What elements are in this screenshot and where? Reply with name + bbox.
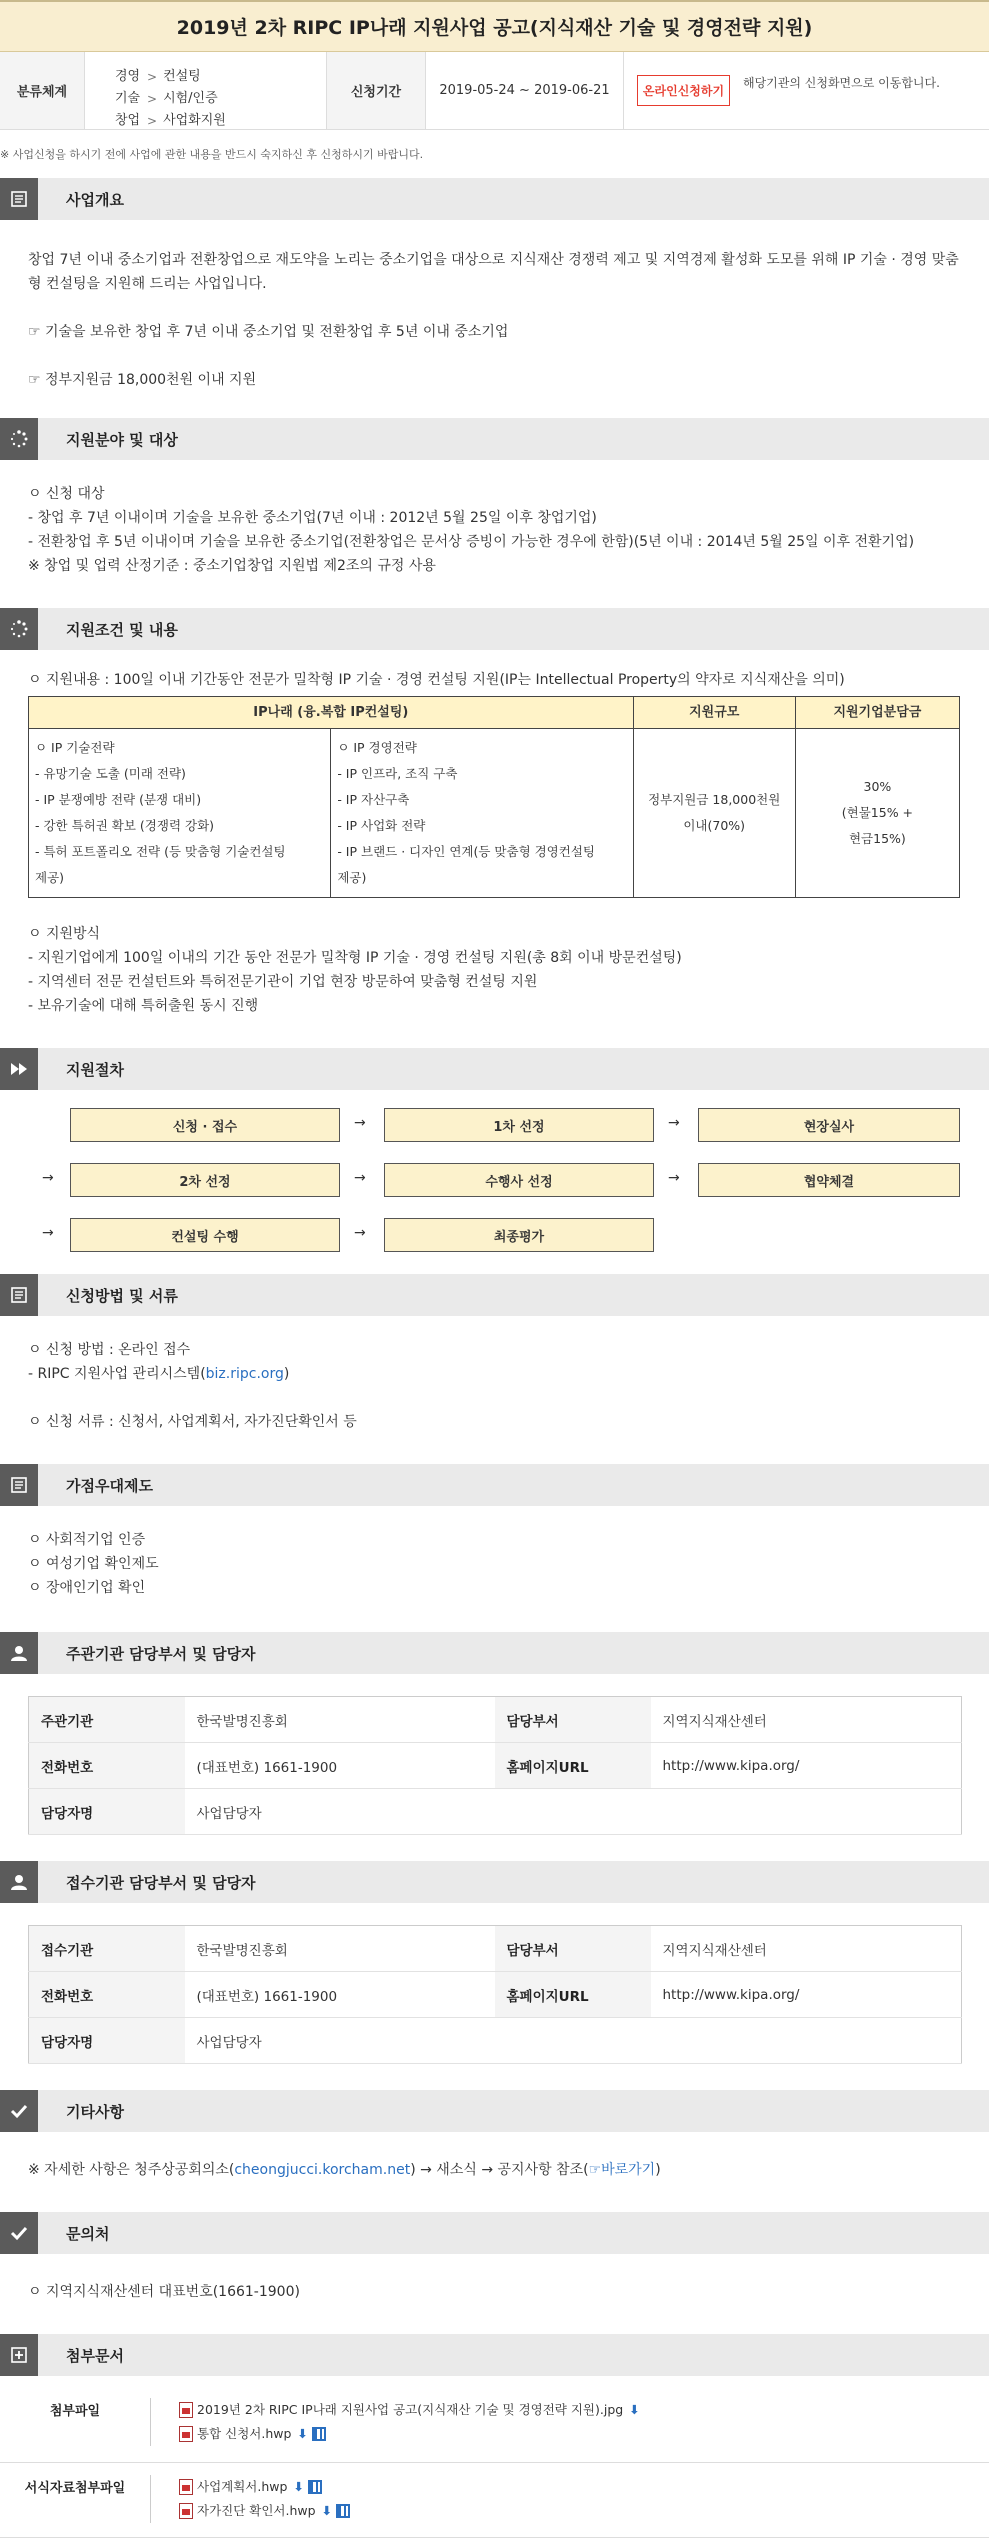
table-line: 30% xyxy=(863,779,892,794)
table-line: - IP 브랜드 · 디자인 연계(등 맞춤형 경영컨설팅 xyxy=(337,844,595,859)
shortcut-link[interactable]: ☞바로가기 xyxy=(588,2162,656,2178)
contact-label: 전화번호 xyxy=(29,1743,185,1789)
target-line: ※ 창업 및 업력 산정기준 : 중소기업창업 지원법 제2조의 규정 사용 xyxy=(28,558,436,574)
fast-forward-icon xyxy=(0,1048,38,1090)
section-title: 첨부문서 xyxy=(66,2346,124,2365)
target-line: - 전환창업 후 5년 이내이며 기술을 보유한 중소기업(전환창업은 문서상 증빙이 가능한 경우에 한함)(5년 이내 : 2014년 5월 25일 이후 전환기업) xyxy=(28,534,915,550)
contact-label: 담당부서 xyxy=(495,1926,651,1972)
attachment-link[interactable]: 2019년 2차 RIPC IP나래 지원사업 공고(지식재산 기술 및 경영전략 지원).jpg xyxy=(197,2402,624,2417)
section-header-conditions xyxy=(0,608,989,650)
attach-label: 서식자료첨부파일 xyxy=(24,2481,126,2496)
table-line: ㅇ IP 경영전략 xyxy=(337,740,417,755)
bonus-line: ㅇ 사회적기업 인증 xyxy=(28,1532,146,1548)
arrow-right-icon: → xyxy=(668,1170,680,1186)
download-icon[interactable]: ⬇ xyxy=(321,2503,333,2518)
preview-icon[interactable] xyxy=(308,2480,322,2494)
attachment-item xyxy=(179,2499,350,2523)
contact-value: (대표번호) 1661-1900 xyxy=(185,1972,495,2018)
conditions-intro: ㅇ 지원내용 : 100일 이내 기간동안 전문가 밀착형 IP 기술 · 경영 컨설팅 지원(IP는 Intellectual Property의 약자로 지식재산을 의미) xyxy=(28,672,845,688)
category-label: 분류체계 xyxy=(0,52,85,129)
document-icon xyxy=(0,1464,38,1506)
section-body-inquiry xyxy=(0,2254,989,2334)
ripc-system-link[interactable]: biz.ripc.org xyxy=(205,1366,284,1382)
receiver-contact xyxy=(0,1903,989,2090)
spinner-icon xyxy=(0,608,38,650)
section-header-etc xyxy=(0,2090,989,2132)
bonus-line: ㅇ 여성기업 확인제도 xyxy=(28,1556,159,1572)
preview-icon[interactable] xyxy=(312,2427,326,2441)
section-body-target xyxy=(0,460,989,608)
step-box: 1차 선정 xyxy=(384,1108,654,1142)
attachment-item xyxy=(179,2422,640,2446)
category-item xyxy=(115,66,326,88)
howto-text: ) xyxy=(283,1366,290,1382)
category-list xyxy=(85,52,326,129)
category-item xyxy=(115,110,326,132)
step-box: 2차 선정 xyxy=(70,1163,340,1197)
section-title: 지원절차 xyxy=(66,1060,124,1079)
document-icon xyxy=(0,1274,38,1316)
period-label: 신청기간 xyxy=(326,52,426,129)
howto-text: - RIPC 지원사업 관리시스템( xyxy=(28,1366,206,1382)
category-key: 창업 xyxy=(115,113,141,128)
overview-target: ☞ 기술을 보유한 창업 후 7년 이내 중소기업 및 전환창업 후 5년 이내 중소기업 xyxy=(28,324,509,340)
table-line: 현금15%) xyxy=(848,831,906,846)
section-header-howto xyxy=(0,1274,989,1316)
contact-label: 홈페이지URL xyxy=(495,1972,651,2018)
arrow-right-icon: → xyxy=(354,1170,366,1186)
application-period: 2019-05-24 ~ 2019-06-21 xyxy=(426,52,624,129)
contact-label: 담당자명 xyxy=(29,2018,185,2064)
tech-strategy-cell xyxy=(29,729,331,898)
notice-text: ※ 사업신청을 하시기 전에 사업에 관한 내용을 반드시 숙지하신 후 신청하시기 바랍니다. xyxy=(0,148,424,161)
attachment-item xyxy=(179,2398,640,2422)
step-box: 최종평가 xyxy=(384,1218,654,1252)
table-line: 이내(70%) xyxy=(683,818,746,833)
arrow-right-icon: → xyxy=(354,1225,366,1241)
table-line: (현물15% + xyxy=(841,805,914,820)
inquiry-line: ㅇ 지역지식재산센터 대표번호(1661-1900) xyxy=(28,2284,300,2300)
contact-value: 한국발명진흥회 xyxy=(185,1926,495,1972)
contact-value: 한국발명진흥회 xyxy=(185,1697,495,1743)
attachment-link[interactable]: 사업계획서.hwp xyxy=(197,2479,288,2494)
section-title: 주관기관 담당부서 및 담당자 xyxy=(66,1644,256,1663)
contact-label: 주관기관 xyxy=(29,1697,185,1743)
table-line: 제공) xyxy=(337,870,367,885)
contact-label: 전화번호 xyxy=(29,1972,185,2018)
section-header-host xyxy=(0,1632,989,1674)
section-body-bonus xyxy=(0,1506,989,1632)
etc-line xyxy=(28,2158,961,2182)
check-icon xyxy=(0,2090,38,2132)
chevron-right-icon: > xyxy=(147,92,158,106)
contact-label: 담당자명 xyxy=(29,1789,185,1835)
howto-line xyxy=(28,1362,961,1386)
person-icon xyxy=(0,1632,38,1674)
etc-text: ※ 자세한 사항은 청주상공회의소( xyxy=(28,2162,235,2178)
attach-label: 첨부파일 xyxy=(49,2404,101,2419)
hwp-file-icon xyxy=(179,2426,193,2442)
hwp-file-icon xyxy=(179,2479,193,2495)
table-line: 제공) xyxy=(35,870,65,885)
howto-line: ㅇ 신청 방법 : 온라인 접수 xyxy=(28,1342,191,1358)
table-header: 지원기업분담금 xyxy=(795,697,959,729)
info-row xyxy=(0,52,989,130)
step-box: 현장실사 xyxy=(698,1108,960,1142)
arrow-right-icon: → xyxy=(42,1225,54,1241)
page-title: 2019년 2차 RIPC IP나래 지원사업 공고(지식재산 기술 및 경영전략 지원) xyxy=(0,0,989,52)
method-line: ㅇ 지원방식 xyxy=(28,926,101,942)
table-line: ㅇ IP 기술전략 xyxy=(35,740,115,755)
attach-row xyxy=(0,2390,989,2454)
contact-label: 접수기관 xyxy=(29,1926,185,1972)
table-header: 지원규모 xyxy=(633,697,795,729)
apply-note: 해당기관의 신청화면으로 이동합니다. xyxy=(743,76,940,90)
homepage-url[interactable]: http://www.kipa.org/ xyxy=(651,1743,962,1789)
table-line: - 유망기술 도출 (미래 전략) xyxy=(35,766,186,781)
table-line: - 특허 포트폴리오 전략 (등 맞춤형 기술컨설팅 xyxy=(35,844,286,859)
section-title: 신청방법 및 서류 xyxy=(66,1286,178,1305)
table-line: 정부지원금 18,000천원 xyxy=(648,792,781,807)
section-title: 가점우대제도 xyxy=(66,1476,153,1495)
download-icon[interactable]: ⬇ xyxy=(297,2426,308,2441)
apply-cell xyxy=(624,52,743,129)
table-header: IP나래 (융.복합 IP컨설팅) xyxy=(29,697,634,729)
section-header-overview xyxy=(0,178,989,220)
section-title: 사업개요 xyxy=(66,190,124,209)
step-box: 협약체결 xyxy=(698,1163,960,1197)
person-icon xyxy=(0,1861,38,1903)
attachment-item xyxy=(179,2475,350,2499)
section-body-etc xyxy=(0,2132,989,2212)
method-line: - 지역센터 전문 컨설턴트와 특허전문기관이 기업 현장 방문하여 맞춤형 컨설팅 지원 xyxy=(28,974,538,990)
overview-funding: ☞ 정부지원금 18,000천원 이내 지원 xyxy=(28,372,257,388)
support-table xyxy=(28,696,960,898)
category-value: 시험/인증 xyxy=(163,91,218,106)
arrow-right-icon: → xyxy=(42,1170,54,1186)
section-body-howto xyxy=(0,1316,989,1464)
contact-label: 홈페이지URL xyxy=(495,1743,651,1789)
chevron-right-icon: > xyxy=(147,70,158,84)
section-header-target xyxy=(0,418,989,460)
download-icon[interactable]: ⬇ xyxy=(293,2479,304,2494)
host-contact xyxy=(0,1674,989,1861)
section-body-overview xyxy=(0,220,989,418)
etc-text: ) → 새소식 → 공지사항 참조( xyxy=(410,2162,589,2178)
attachment-link[interactable]: 통합 신청서.hwp xyxy=(197,2426,292,2441)
section-title: 지원조건 및 내용 xyxy=(66,620,178,639)
category-value: 사업화지원 xyxy=(163,113,226,128)
cheongju-chamber-link[interactable]: cheongjucci.korcham.net xyxy=(234,2162,411,2178)
step-box: 신청 · 접수 xyxy=(70,1108,340,1142)
mgmt-strategy-cell xyxy=(331,729,633,898)
receiver-contact-table xyxy=(28,1925,962,2064)
bonus-line: ㅇ 장애인기업 확인 xyxy=(28,1580,146,1596)
document-icon xyxy=(0,178,38,220)
method-line: - 보유기술에 대해 특허출원 동시 진행 xyxy=(28,998,259,1014)
section-title: 접수기관 담당부서 및 담당자 xyxy=(66,1873,256,1892)
online-apply-button[interactable]: 온라인신청하기 xyxy=(637,75,730,106)
howto-line: ㅇ 신청 서류 : 신청서, 사업계획서, 자가진단확인서 등 xyxy=(28,1414,357,1430)
attach-files xyxy=(150,2398,640,2446)
section-header-inquiry xyxy=(0,2212,989,2254)
section-header-receiver xyxy=(0,1861,989,1903)
target-line: ㅇ 신청 대상 xyxy=(28,486,105,502)
preview-icon[interactable] xyxy=(336,2504,350,2518)
table-line: - IP 자산구축 xyxy=(337,792,410,807)
spinner-icon xyxy=(0,418,38,460)
contact-value: 사업담당자 xyxy=(185,2018,962,2064)
company-share-cell xyxy=(795,729,959,898)
etc-text: ) xyxy=(655,2162,661,2178)
section-header-procedure xyxy=(0,1048,989,1090)
arrow-right-icon: → xyxy=(668,1115,680,1131)
section-title: 문의처 xyxy=(66,2224,110,2243)
method-line: - 지원기업에게 100일 이내의 기간 동안 전문가 밀착형 IP 기술 · 경영 컨설팅 지원(총 8회 이내 방문컨설팅) xyxy=(28,950,682,966)
attach-files xyxy=(150,2475,350,2523)
check-icon xyxy=(0,2212,38,2254)
step-box: 수행사 선정 xyxy=(384,1163,654,1197)
table-line: - 강한 특허권 확보 (경쟁력 강화) xyxy=(35,818,215,833)
host-contact-table xyxy=(28,1696,962,1835)
section-body-conditions xyxy=(0,650,989,1048)
section-title: 기타사항 xyxy=(66,2102,124,2121)
attachments-body xyxy=(0,2376,989,2538)
target-line: - 창업 후 7년 이내이며 기술을 보유한 중소기업(7년 이내 : 2012년 5월 25일 이후 창업기업) xyxy=(28,510,597,526)
plus-icon xyxy=(0,2334,38,2376)
category-key: 기술 xyxy=(115,91,141,106)
contact-value: (대표번호) 1661-1900 xyxy=(185,1743,495,1789)
category-item xyxy=(115,88,326,110)
contact-value: 지역지식재산센터 xyxy=(651,1926,962,1972)
attach-row xyxy=(0,2463,989,2531)
chevron-right-icon: > xyxy=(147,114,158,128)
contact-label: 담당부서 xyxy=(495,1697,651,1743)
step-box: 컨설팅 수행 xyxy=(70,1218,340,1252)
section-header-bonus xyxy=(0,1464,989,1506)
support-scale-cell xyxy=(633,729,795,898)
attachment-link[interactable]: 자가진단 확인서.hwp xyxy=(197,2503,316,2518)
hwp-file-icon xyxy=(179,2503,193,2519)
table-line: - IP 사업화 전략 xyxy=(337,818,426,833)
download-icon[interactable]: ⬇ xyxy=(629,2402,640,2417)
table-line: - IP 인프라, 조직 구축 xyxy=(337,766,458,781)
image-file-icon xyxy=(179,2402,193,2418)
contact-value: 지역지식재산센터 xyxy=(651,1697,962,1743)
category-value: 컨설팅 xyxy=(163,69,201,84)
procedure-flow xyxy=(0,1090,989,1274)
category-key: 경영 xyxy=(115,69,141,84)
contact-value: 사업담당자 xyxy=(185,1789,962,1835)
overview-paragraph: 창업 7년 이내 중소기업과 전환창업으로 재도약을 노리는 중소기업을 대상으로 지식재산 경쟁력 제고 및 지역경제 활성화 도모를 위해 IP 기술 · 경영 맞춤형 컨설팅을 지원해 드리는 사업입니다. xyxy=(28,252,959,292)
section-header-attachments xyxy=(0,2334,989,2376)
section-title: 지원분야 및 대상 xyxy=(66,430,178,449)
homepage-url[interactable]: http://www.kipa.org/ xyxy=(651,1972,962,2018)
table-line: - IP 분쟁예방 전략 (분쟁 대비) xyxy=(35,792,202,807)
arrow-right-icon: → xyxy=(354,1115,366,1131)
